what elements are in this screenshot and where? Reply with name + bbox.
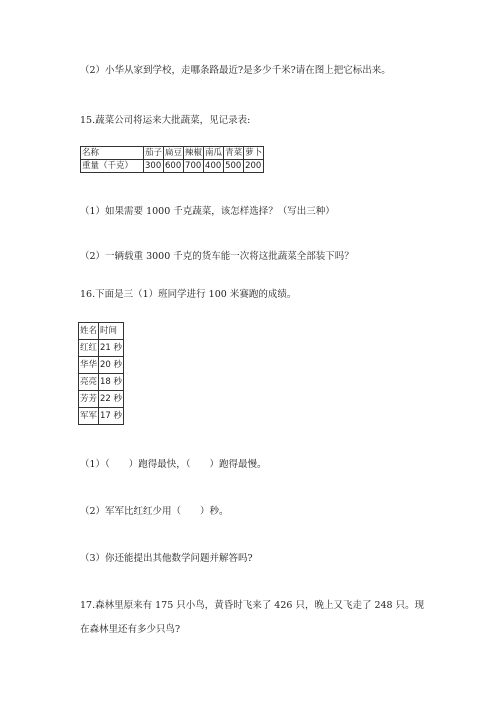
- table-row: [79, 391, 124, 408]
- table-cell-item: 茄子: [145, 148, 163, 158]
- table-header-time: 时间: [99, 323, 124, 340]
- q16-race-table: [78, 322, 124, 425]
- table-cell-name: 华华: [79, 357, 99, 374]
- q16-title: 16.下面是三（1）班同学进行 100 米赛跑的成绩。: [80, 289, 297, 300]
- table-header-name: 名称: [81, 147, 144, 160]
- q15-part1-text: （1）如果需要 1000 千克蔬菜，该怎样选择？（写出三种）: [80, 206, 335, 217]
- table-row: [81, 160, 264, 173]
- table-cell-time: 17 秒: [99, 408, 124, 425]
- table-cell-name: 芳芳: [79, 391, 99, 408]
- table-cell-name: 军军: [79, 408, 99, 425]
- table-cell-weight: 200: [244, 160, 264, 173]
- table-cell-name: 亮亮: [79, 374, 99, 391]
- table-cell-item: 扁豆: [165, 148, 183, 158]
- table-row: [79, 408, 124, 425]
- q16-part1-text: （1）（ ）跑得最快，（ ）跑得最慢。: [80, 459, 267, 470]
- table-cell-weight: 300: [144, 160, 164, 173]
- table-cell-weight: 600: [164, 160, 184, 173]
- table-cell-weight: 700: [184, 160, 204, 173]
- q15-title: 15.蔬菜公司将运来大批蔬菜，见记录表:: [80, 115, 251, 126]
- q14-part2-text: （2）小华从家到学校，走哪条路最近?是多少千米?请在图上把它标出来。: [80, 65, 391, 76]
- table-header-weight: 重量（千克）: [81, 160, 144, 173]
- q16-part3-text: （3）你还能提出其他数学问题并解答吗?: [80, 553, 253, 564]
- table-row: [79, 323, 124, 340]
- table-cell-time: 22 秒: [99, 391, 124, 408]
- table-row: [79, 357, 124, 374]
- q16-part2-text: （2）军军比红红少用（ ）秒。: [80, 506, 229, 517]
- table-cell-item: 青菜: [225, 148, 243, 158]
- table-cell-weight: 500: [224, 160, 244, 173]
- table-cell-time: 18 秒: [99, 374, 124, 391]
- q17-text-line1: 17.森林里原来有 175 只小鸟，黄昏时飞来了 426 只，晚上又飞走了 248 只。现: [80, 600, 425, 611]
- table-cell-item: 萝卜: [245, 148, 263, 158]
- q15-vegetable-table: [80, 146, 264, 173]
- table-cell-weight: 400: [204, 160, 224, 173]
- table-row: [79, 374, 124, 391]
- table-row: [81, 147, 264, 160]
- table-cell-item: 南瓜: [205, 148, 223, 158]
- table-header-name: 姓名: [79, 323, 99, 340]
- q17-text-line2: 在森林里还有多少只鸟?: [80, 624, 181, 635]
- table-row: [79, 340, 124, 357]
- table-cell-name: 红红: [79, 340, 99, 357]
- q15-part2-text: （2）一辆载重 3000 千克的货车能一次将这批蔬菜全部装下吗？: [80, 251, 354, 262]
- table-cell-item: 辣椒: [185, 148, 203, 158]
- table-cell-time: 21 秒: [99, 340, 124, 357]
- table-cell-time: 20 秒: [99, 357, 124, 374]
